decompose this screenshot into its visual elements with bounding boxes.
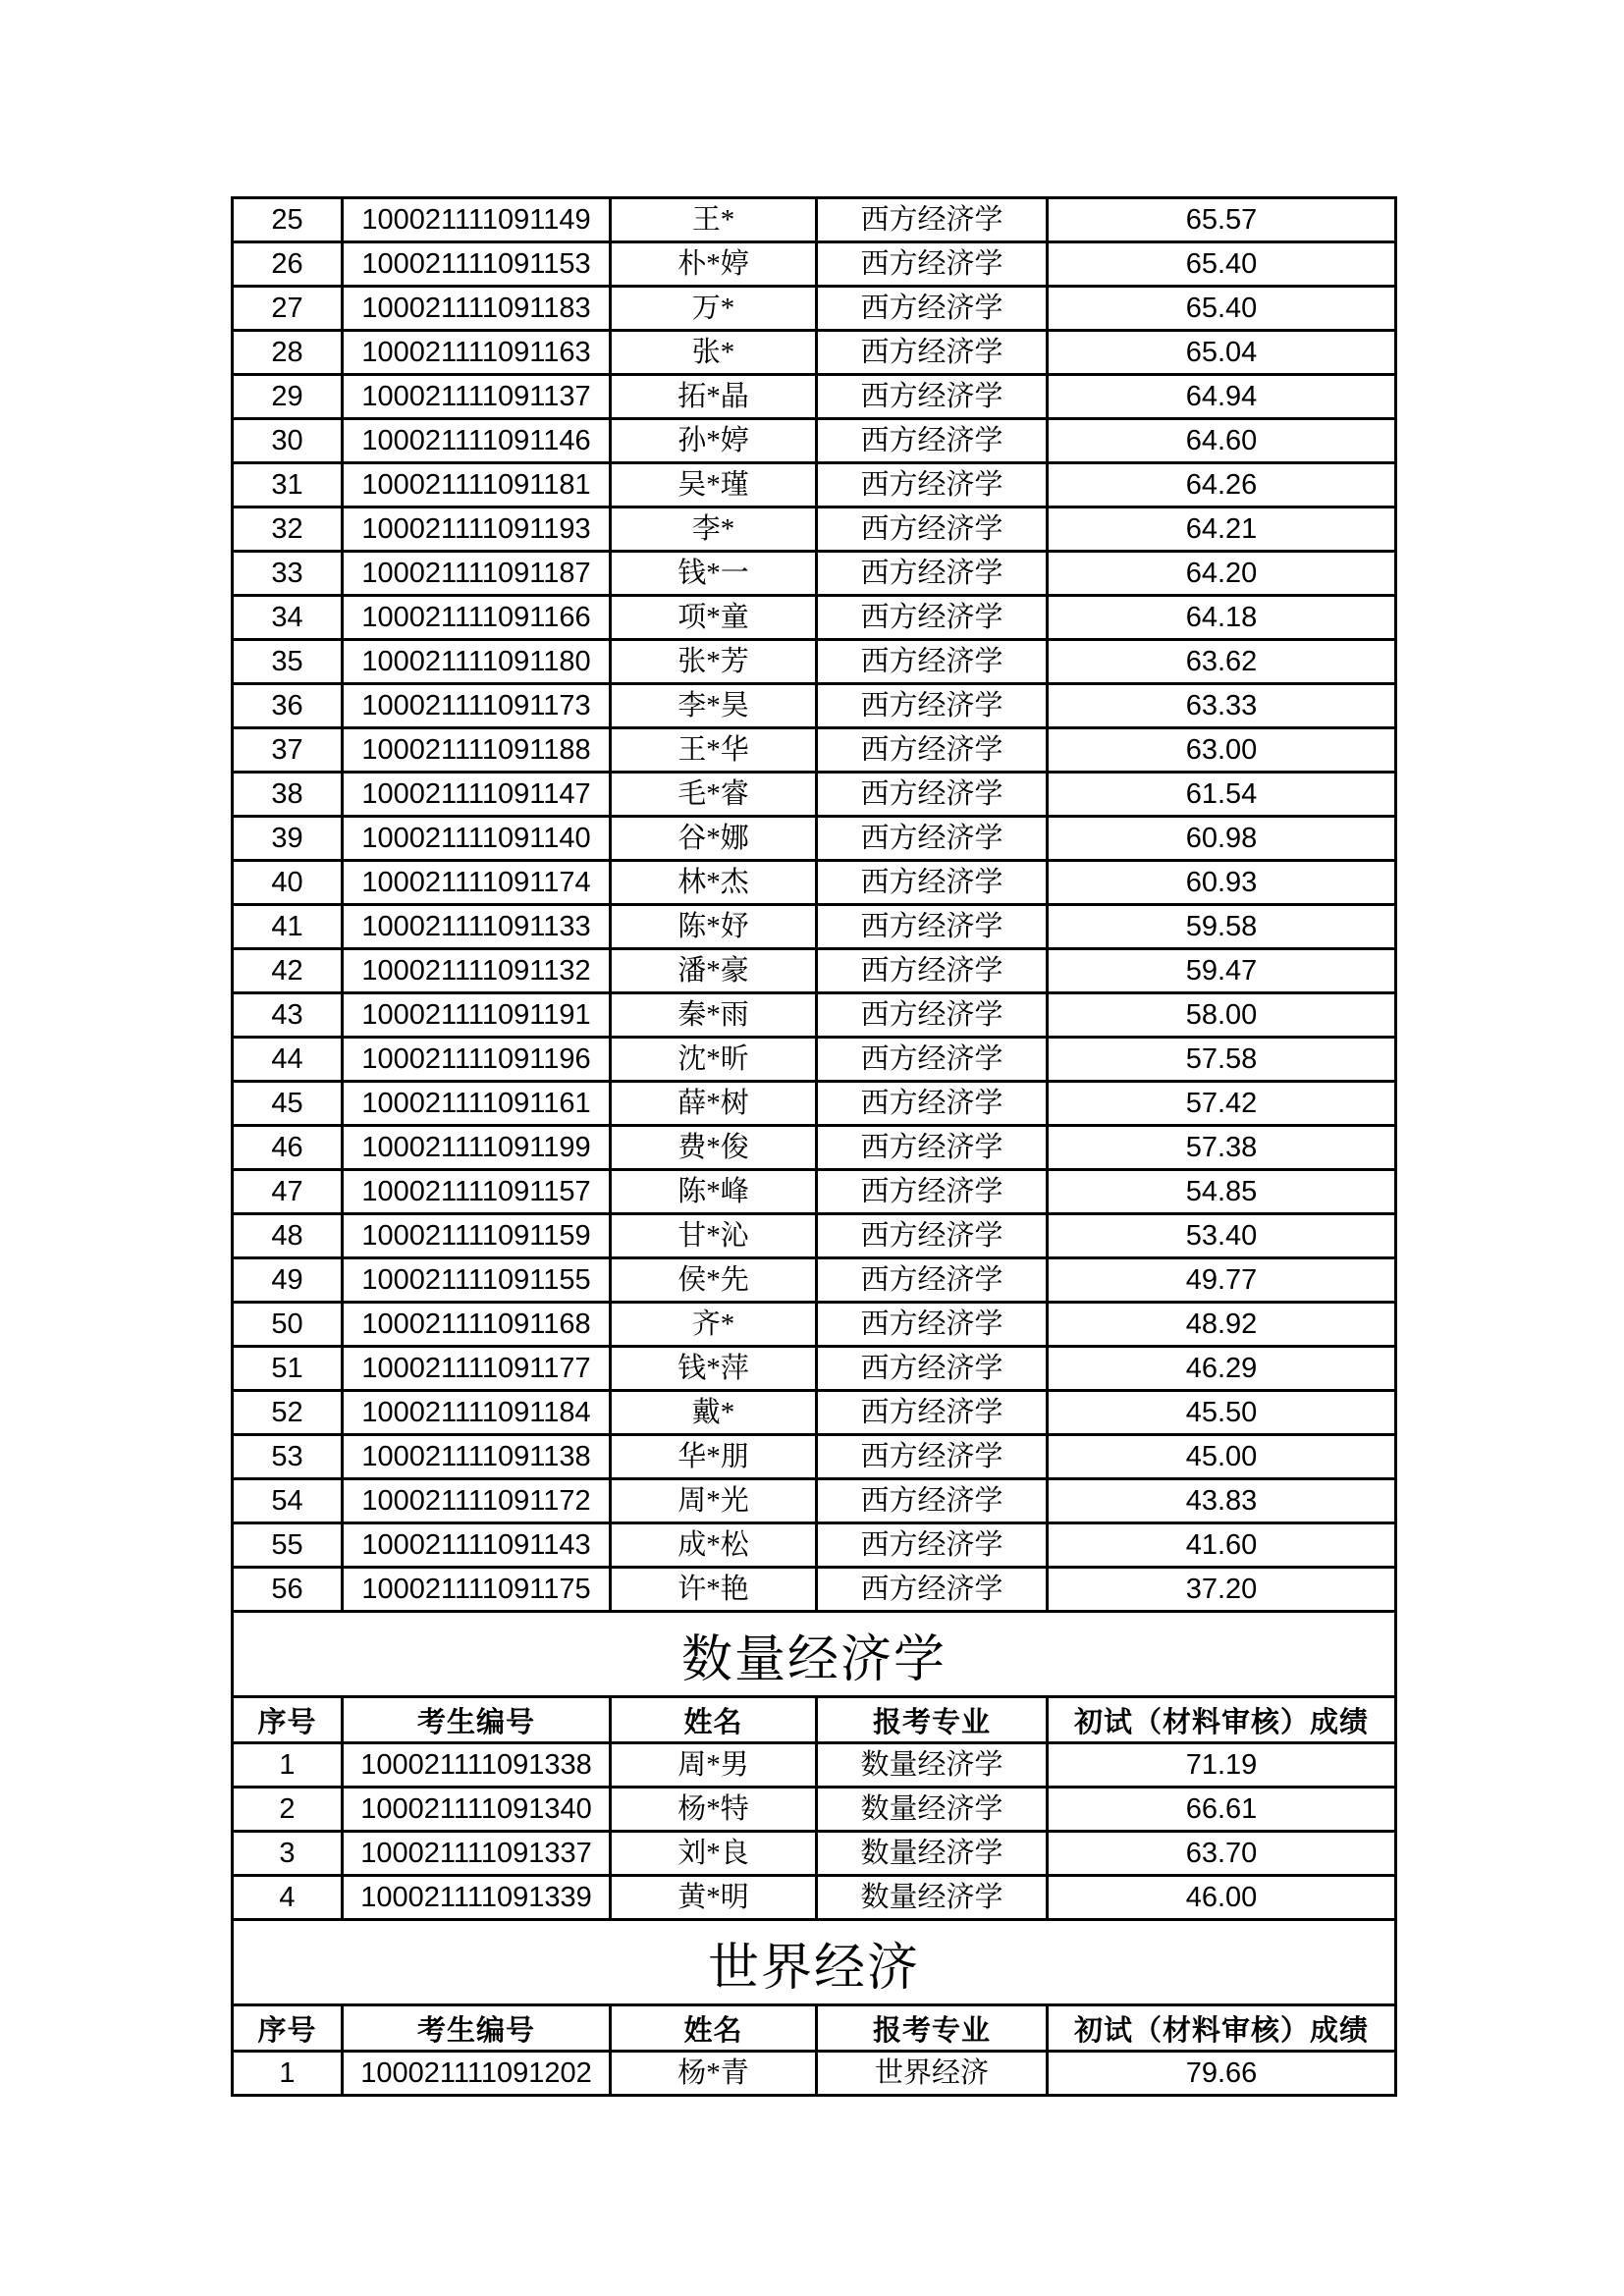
cell-major: 数量经济学 [817,1743,1048,1788]
cell-candidate-id: 100021111091191 [343,993,611,1038]
cell-candidate-id: 100021111091161 [343,1082,611,1126]
admission-score-table [231,196,1397,2097]
cell-seq: 53 [233,1435,343,1479]
cell-name: 毛*睿 [611,773,817,817]
cell-seq: 49 [233,1258,343,1303]
cell-seq: 30 [233,419,343,463]
cell-major: 数量经济学 [817,1876,1048,1920]
cell-major: 西方经济学 [817,552,1048,596]
column-header-candidate-id: 考生编号 [343,1697,611,1743]
cell-score: 37.20 [1048,1568,1396,1612]
table-row [233,507,1396,552]
cell-name: 张* [611,331,817,375]
cell-name: 齐* [611,1303,817,1347]
cell-name: 李*昊 [611,684,817,728]
cell-name: 吴*瑾 [611,463,817,507]
cell-candidate-id: 100021111091337 [343,1832,611,1876]
cell-major: 西方经济学 [817,507,1048,552]
cell-candidate-id: 100021111091339 [343,1876,611,1920]
cell-candidate-id: 100021111091181 [343,463,611,507]
cell-seq: 29 [233,375,343,419]
table-row [233,1568,1396,1612]
cell-major: 西方经济学 [817,287,1048,331]
cell-candidate-id: 100021111091172 [343,1479,611,1523]
cell-candidate-id: 100021111091184 [343,1391,611,1435]
cell-seq: 40 [233,861,343,905]
cell-name: 成*松 [611,1523,817,1568]
cell-name: 杨*特 [611,1788,817,1832]
cell-major: 西方经济学 [817,1391,1048,1435]
cell-candidate-id: 100021111091196 [343,1038,611,1082]
cell-seq: 37 [233,728,343,773]
table-row [233,1347,1396,1391]
cell-major: 西方经济学 [817,1258,1048,1303]
cell-candidate-id: 100021111091338 [343,1743,611,1788]
cell-candidate-id: 100021111091173 [343,684,611,728]
cell-score: 48.92 [1048,1303,1396,1347]
column-header-major: 报考专业 [817,1697,1048,1743]
cell-score: 49.77 [1048,1258,1396,1303]
cell-score: 63.00 [1048,728,1396,773]
cell-score: 59.47 [1048,949,1396,993]
cell-major: 西方经济学 [817,463,1048,507]
cell-name: 陈*妤 [611,905,817,949]
table-row [233,331,1396,375]
cell-seq: 27 [233,287,343,331]
table-row [233,1832,1396,1876]
cell-name: 谷*娜 [611,817,817,861]
cell-score: 65.40 [1048,242,1396,287]
cell-major: 西方经济学 [817,993,1048,1038]
cell-seq: 2 [233,1788,343,1832]
cell-name: 秦*雨 [611,993,817,1038]
column-header-seq: 序号 [233,2005,343,2052]
table-row [233,640,1396,684]
cell-candidate-id: 100021111091180 [343,640,611,684]
cell-major: 西方经济学 [817,1303,1048,1347]
cell-score: 41.60 [1048,1523,1396,1568]
cell-candidate-id: 100021111091132 [343,949,611,993]
cell-seq: 1 [233,1743,343,1788]
cell-major: 西方经济学 [817,728,1048,773]
cell-candidate-id: 100021111091177 [343,1347,611,1391]
cell-seq: 34 [233,596,343,640]
cell-major: 西方经济学 [817,331,1048,375]
table-row [233,949,1396,993]
cell-seq: 38 [233,773,343,817]
cell-seq: 4 [233,1876,343,1920]
table-row [233,1258,1396,1303]
cell-candidate-id: 100021111091183 [343,287,611,331]
table-row [233,1876,1396,1920]
cell-seq: 43 [233,993,343,1038]
cell-name: 王* [611,198,817,242]
cell-candidate-id: 100021111091193 [343,507,611,552]
cell-candidate-id: 100021111091155 [343,1258,611,1303]
cell-score: 58.00 [1048,993,1396,1038]
cell-name: 项*童 [611,596,817,640]
table-row [233,2052,1396,2096]
cell-name: 钱*一 [611,552,817,596]
cell-score: 65.40 [1048,287,1396,331]
cell-score: 65.04 [1048,331,1396,375]
section-title: 世界经济 [233,1920,1396,2005]
cell-seq: 31 [233,463,343,507]
cell-name: 万* [611,287,817,331]
cell-major: 西方经济学 [817,684,1048,728]
cell-candidate-id: 100021111091174 [343,861,611,905]
cell-score: 45.00 [1048,1435,1396,1479]
table-row [233,1743,1396,1788]
table-row [233,552,1396,596]
cell-name: 张*芳 [611,640,817,684]
column-header-major: 报考专业 [817,2005,1048,2052]
cell-major: 西方经济学 [817,1435,1048,1479]
cell-major: 西方经济学 [817,905,1048,949]
table-row [233,1523,1396,1568]
cell-name: 薛*树 [611,1082,817,1126]
cell-seq: 25 [233,198,343,242]
cell-score: 66.61 [1048,1788,1396,1832]
cell-candidate-id: 100021111091340 [343,1788,611,1832]
cell-seq: 36 [233,684,343,728]
cell-candidate-id: 100021111091175 [343,1568,611,1612]
cell-candidate-id: 100021111091166 [343,596,611,640]
cell-name: 戴* [611,1391,817,1435]
table-row [233,1391,1396,1435]
cell-major: 西方经济学 [817,596,1048,640]
cell-major: 西方经济学 [817,1479,1048,1523]
cell-candidate-id: 100021111091168 [343,1303,611,1347]
column-header-score: 初试（材料审核）成绩 [1048,2005,1396,2052]
cell-major: 西方经济学 [817,861,1048,905]
cell-score: 46.29 [1048,1347,1396,1391]
cell-score: 64.60 [1048,419,1396,463]
cell-major: 西方经济学 [817,1523,1048,1568]
cell-seq: 39 [233,817,343,861]
cell-major: 数量经济学 [817,1788,1048,1832]
cell-candidate-id: 100021111091153 [343,242,611,287]
table-row [233,817,1396,861]
cell-score: 63.62 [1048,640,1396,684]
column-header-name: 姓名 [611,1697,817,1743]
cell-score: 63.33 [1048,684,1396,728]
cell-score: 64.20 [1048,552,1396,596]
cell-candidate-id: 100021111091199 [343,1126,611,1170]
cell-candidate-id: 100021111091187 [343,552,611,596]
column-header-name: 姓名 [611,2005,817,2052]
table-row [233,993,1396,1038]
cell-major: 西方经济学 [817,1568,1048,1612]
cell-seq: 35 [233,640,343,684]
section-title: 数量经济学 [233,1612,1396,1697]
cell-name: 王*华 [611,728,817,773]
cell-seq: 44 [233,1038,343,1082]
cell-major: 西方经济学 [817,242,1048,287]
cell-seq: 33 [233,552,343,596]
cell-seq: 28 [233,331,343,375]
table-row [233,861,1396,905]
table-body [233,198,1396,2096]
cell-candidate-id: 100021111091149 [343,198,611,242]
cell-seq: 51 [233,1347,343,1391]
cell-seq: 47 [233,1170,343,1214]
table-row [233,1788,1396,1832]
cell-candidate-id: 100021111091202 [343,2052,611,2096]
cell-score: 57.38 [1048,1126,1396,1170]
table-row [233,728,1396,773]
cell-seq: 52 [233,1391,343,1435]
cell-major: 数量经济学 [817,1832,1048,1876]
table-row [233,1170,1396,1214]
cell-score: 54.85 [1048,1170,1396,1214]
cell-candidate-id: 100021111091133 [343,905,611,949]
cell-name: 朴*婷 [611,242,817,287]
cell-seq: 50 [233,1303,343,1347]
cell-score: 43.83 [1048,1479,1396,1523]
cell-score: 60.98 [1048,817,1396,861]
table-row [233,1214,1396,1258]
table-row [233,1126,1396,1170]
cell-candidate-id: 100021111091137 [343,375,611,419]
cell-name: 华*朋 [611,1435,817,1479]
cell-seq: 42 [233,949,343,993]
cell-score: 79.66 [1048,2052,1396,2096]
cell-candidate-id: 100021111091147 [343,773,611,817]
cell-seq: 32 [233,507,343,552]
cell-name: 周*光 [611,1479,817,1523]
cell-seq: 54 [233,1479,343,1523]
cell-score: 71.19 [1048,1743,1396,1788]
table-row [233,287,1396,331]
cell-major: 西方经济学 [817,640,1048,684]
cell-name: 杨*青 [611,2052,817,2096]
cell-seq: 45 [233,1082,343,1126]
cell-seq: 46 [233,1126,343,1170]
cell-seq: 41 [233,905,343,949]
table-row [233,375,1396,419]
cell-name: 陈*峰 [611,1170,817,1214]
table-row [233,1303,1396,1347]
cell-name: 沈*昕 [611,1038,817,1082]
cell-score: 65.57 [1048,198,1396,242]
table-row [233,773,1396,817]
table-row [233,1435,1396,1479]
table-row [233,1479,1396,1523]
cell-score: 46.00 [1048,1876,1396,1920]
cell-name: 孙*婷 [611,419,817,463]
cell-name: 林*杰 [611,861,817,905]
cell-major: 世界经济 [817,2052,1048,2096]
cell-score: 45.50 [1048,1391,1396,1435]
cell-candidate-id: 100021111091140 [343,817,611,861]
cell-name: 周*男 [611,1743,817,1788]
cell-major: 西方经济学 [817,817,1048,861]
cell-name: 钱*萍 [611,1347,817,1391]
cell-candidate-id: 100021111091146 [343,419,611,463]
cell-major: 西方经济学 [817,1082,1048,1126]
cell-score: 64.26 [1048,463,1396,507]
table-row [233,596,1396,640]
cell-score: 53.40 [1048,1214,1396,1258]
cell-major: 西方经济学 [817,1214,1048,1258]
cell-major: 西方经济学 [817,419,1048,463]
cell-name: 潘*豪 [611,949,817,993]
cell-major: 西方经济学 [817,949,1048,993]
section-title-row [233,1612,1396,1697]
cell-candidate-id: 100021111091157 [343,1170,611,1214]
cell-major: 西方经济学 [817,375,1048,419]
table-row [233,198,1396,242]
table-row [233,1082,1396,1126]
cell-candidate-id: 100021111091163 [343,331,611,375]
cell-major: 西方经济学 [817,1038,1048,1082]
cell-score: 64.94 [1048,375,1396,419]
cell-name: 黄*明 [611,1876,817,1920]
cell-name: 甘*沁 [611,1214,817,1258]
cell-name: 拓*晶 [611,375,817,419]
cell-candidate-id: 100021111091138 [343,1435,611,1479]
table-row [233,1038,1396,1082]
cell-name: 许*艳 [611,1568,817,1612]
cell-name: 李* [611,507,817,552]
cell-score: 64.21 [1048,507,1396,552]
cell-major: 西方经济学 [817,1126,1048,1170]
cell-major: 西方经济学 [817,1347,1048,1391]
column-header-row [233,2005,1396,2052]
cell-seq: 56 [233,1568,343,1612]
column-header-candidate-id: 考生编号 [343,2005,611,2052]
cell-seq: 48 [233,1214,343,1258]
column-header-seq: 序号 [233,1697,343,1743]
cell-major: 西方经济学 [817,1170,1048,1214]
column-header-score: 初试（材料审核）成绩 [1048,1697,1396,1743]
cell-candidate-id: 100021111091159 [343,1214,611,1258]
cell-name: 刘*良 [611,1832,817,1876]
cell-score: 63.70 [1048,1832,1396,1876]
cell-name: 费*俊 [611,1126,817,1170]
column-header-row [233,1697,1396,1743]
table-row [233,905,1396,949]
cell-seq: 26 [233,242,343,287]
table-row [233,463,1396,507]
table-row [233,242,1396,287]
section-title-row [233,1920,1396,2005]
cell-name: 侯*先 [611,1258,817,1303]
cell-score: 60.93 [1048,861,1396,905]
table-row [233,419,1396,463]
cell-score: 57.42 [1048,1082,1396,1126]
cell-seq: 55 [233,1523,343,1568]
cell-score: 61.54 [1048,773,1396,817]
cell-score: 57.58 [1048,1038,1396,1082]
cell-major: 西方经济学 [817,773,1048,817]
cell-major: 西方经济学 [817,198,1048,242]
cell-candidate-id: 100021111091143 [343,1523,611,1568]
cell-score: 59.58 [1048,905,1396,949]
cell-candidate-id: 100021111091188 [343,728,611,773]
table-row [233,684,1396,728]
cell-seq: 1 [233,2052,343,2096]
cell-score: 64.18 [1048,596,1396,640]
cell-seq: 3 [233,1832,343,1876]
